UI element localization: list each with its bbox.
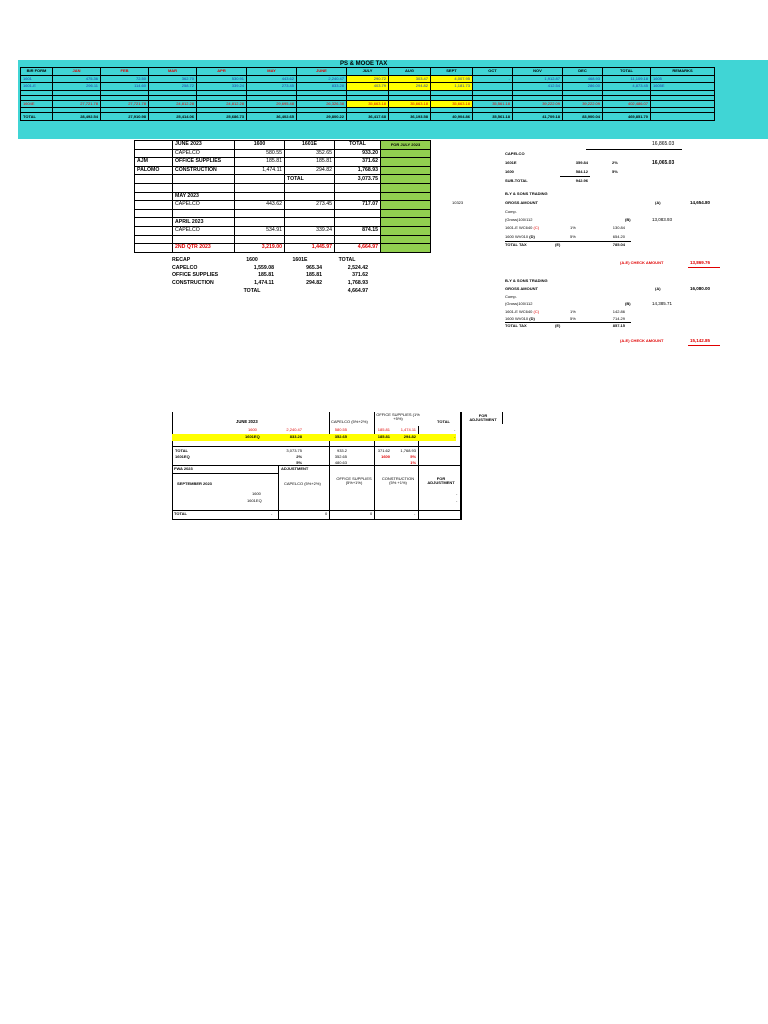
b1-line2-rate: 5% bbox=[570, 234, 576, 239]
row-1600: 1,474.11 bbox=[235, 166, 285, 175]
value-cell: - bbox=[473, 75, 513, 83]
subtotal-label: SUB-TOTAL bbox=[505, 178, 528, 183]
value-cell: 1605 bbox=[651, 75, 715, 83]
col-total: TOTAL bbox=[335, 141, 381, 150]
value-cell bbox=[651, 113, 715, 121]
b1-total-tax-label: TOTAL TAX bbox=[505, 242, 527, 247]
table-row bbox=[21, 113, 715, 121]
row-who bbox=[135, 149, 173, 158]
b1-line1: 1601-E WC640 (C) bbox=[505, 225, 540, 230]
april-row-name: CAPELCO bbox=[173, 226, 235, 235]
header-cell: JUNE bbox=[297, 68, 347, 76]
value-cell: 41,709.18 bbox=[513, 113, 563, 121]
row-total: 933.20 bbox=[335, 149, 381, 158]
row-total: 1,768.93 bbox=[335, 166, 381, 175]
value-cell: 27,910.98 bbox=[101, 113, 149, 121]
rule bbox=[172, 510, 460, 511]
bt-dash: - bbox=[454, 434, 456, 439]
b1-line1-rate: 1% bbox=[570, 225, 576, 230]
r1-gross: 16,065.03 bbox=[652, 160, 675, 166]
bt-head-total: TOTAL bbox=[437, 419, 450, 424]
value-cell: 303.47 bbox=[389, 75, 431, 83]
b2-gross-value: 16,080.00 bbox=[690, 286, 711, 291]
b2-line1: 1601-E WC640 (C) bbox=[505, 309, 540, 314]
recap-row-1601e: 965.34 bbox=[306, 264, 322, 271]
april-row-total: 874.15 bbox=[335, 226, 381, 235]
r2-value: 584.12 bbox=[575, 169, 588, 174]
value-cell: 29,695.48 bbox=[247, 100, 297, 108]
june-label: JUNE 2023 bbox=[173, 141, 235, 150]
b1-total-tax-value: 785.04 bbox=[612, 242, 625, 247]
value-cell: 24,812.28 bbox=[197, 100, 247, 108]
recap-row-1600: 1,559.08 bbox=[253, 264, 274, 271]
value-cell: 296.11 bbox=[53, 83, 101, 91]
subtotal-value: 942.96 bbox=[575, 178, 588, 183]
header-cell: MAR bbox=[149, 68, 197, 76]
header-cell: JULY bbox=[347, 68, 389, 76]
header-cell: BIR FORM bbox=[21, 68, 53, 76]
col-1601e: 1601E bbox=[285, 141, 335, 150]
b1-a: (A) bbox=[655, 200, 661, 205]
bt-total2-a: - bbox=[271, 511, 273, 516]
bt-sep-1600: 1600 bbox=[252, 491, 261, 496]
recap-col-1600: 1600 bbox=[246, 257, 258, 264]
value-cell: 27,721.78 bbox=[101, 100, 149, 108]
bt-head-adjustment: FOR ADJUSTMENT bbox=[469, 413, 497, 422]
value-cell: 25,414.06 bbox=[149, 113, 197, 121]
header-cell: TOTAL bbox=[603, 68, 651, 76]
b1-e: (E) bbox=[555, 242, 561, 247]
value-cell: 39,222.09 bbox=[563, 100, 603, 108]
value-cell: 35,663.18 bbox=[347, 100, 389, 108]
rule bbox=[329, 466, 330, 519]
qtr-1600: 3,219.00 bbox=[235, 244, 285, 253]
table-row bbox=[21, 75, 715, 83]
b2-line2-rate: 5% bbox=[570, 316, 576, 321]
b2-comp: Comp. bbox=[505, 294, 517, 299]
value-cell bbox=[651, 100, 715, 108]
row-1601e: 352.65 bbox=[285, 149, 335, 158]
bt-september: SEPTEMBER 2023 bbox=[177, 481, 212, 486]
rule bbox=[502, 412, 503, 424]
bt-head-office: OFFICE SUPPLIES (1% +5%) bbox=[376, 412, 420, 421]
value-cell: 39,222.09 bbox=[513, 100, 563, 108]
bt-row-1601eq: 1601EQ 833.28 352.65 185.81 294.82 bbox=[172, 434, 456, 441]
row-label-cell: 1604E bbox=[21, 100, 53, 108]
value-cell: 25,686.73 bbox=[197, 113, 247, 121]
b1-formula: (Gross)100/112 bbox=[505, 217, 533, 222]
bt-pct5-row: 5% 480.63 1% bbox=[296, 460, 416, 465]
bt-sep-1601eq: 1601EQ bbox=[247, 498, 262, 503]
value-cell: 27,721.78 bbox=[53, 100, 101, 108]
bt-head-capelco: CAPELCO (5%+2%) bbox=[331, 419, 368, 424]
bt-fwa: FWA 2023 bbox=[174, 466, 193, 471]
qtr-1601e: 1,445.97 bbox=[285, 244, 335, 253]
recap-label: RECAP bbox=[172, 257, 191, 264]
b1-line2-value: 654.20 bbox=[612, 234, 625, 239]
row-total: 371.62 bbox=[335, 158, 381, 167]
table-row bbox=[21, 100, 715, 108]
bt-row-1600: 1600 2,240.47 580.55 185.81 1,474.11 - bbox=[248, 427, 456, 432]
value-cell: 530.91 bbox=[197, 75, 247, 83]
value-cell: 1,181.73 bbox=[431, 83, 473, 91]
header-cell: JAN bbox=[53, 68, 101, 76]
r2-form: 1600 bbox=[505, 169, 514, 174]
value-cell: 833.28 bbox=[297, 83, 347, 91]
bt-head-june: JUNE 2023 bbox=[236, 419, 258, 424]
april-row-1600: 534.91 bbox=[235, 226, 285, 235]
recap-row-1600: 185.81 bbox=[258, 272, 274, 279]
row-name: CONSTRUCTION bbox=[173, 166, 235, 175]
b1-check-value: 13,869.76 bbox=[690, 260, 711, 265]
bt-total2-d: - bbox=[414, 511, 416, 516]
bt-sep-adjustment: FOR ADJUSTMENT bbox=[427, 476, 455, 485]
value-cell: 72.50 bbox=[101, 75, 149, 83]
bt-sep-dash-2: - bbox=[456, 498, 458, 503]
row-name: CAPELCO bbox=[173, 149, 235, 158]
b2-line1-rate: 1% bbox=[570, 309, 576, 314]
b2-check-label: (A-E) CHECK AMOUNT bbox=[620, 338, 664, 343]
col-for-july: FOR JULY 2023 bbox=[381, 141, 431, 150]
side-number: 10323 bbox=[452, 200, 464, 205]
recap-total-value: 4,664.97 bbox=[347, 287, 368, 294]
b2-b: (B) bbox=[625, 301, 631, 306]
bt-pct2-row: 1601EQ 2% 352.65 1600 5% bbox=[175, 454, 416, 459]
recap-row-name: CONSTRUCTION bbox=[172, 279, 214, 286]
header-cell: APR bbox=[197, 68, 247, 76]
header-cell: SEPT bbox=[431, 68, 473, 76]
bt-sep-office: OFFICE SUPPLIES (5%+1%) bbox=[336, 476, 372, 485]
rule bbox=[418, 466, 419, 519]
rule bbox=[560, 176, 590, 177]
value-cell: 40,904.86 bbox=[431, 113, 473, 121]
header-cell: FEB bbox=[101, 68, 149, 76]
value-cell: 412.54 bbox=[513, 83, 563, 91]
june-total-value: 3,073.75 bbox=[335, 175, 381, 184]
value-cell: 290.72 bbox=[347, 75, 389, 83]
value-cell: 362.70 bbox=[149, 75, 197, 83]
header-cell: DEC bbox=[563, 68, 603, 76]
value-cell: 294.82 bbox=[389, 83, 431, 91]
may-row-1600: 443.62 bbox=[235, 201, 285, 210]
bt-sep-dash-1: - bbox=[456, 491, 458, 496]
value-cell: 403.79 bbox=[347, 83, 389, 91]
recap-row-total: 1,768.93 bbox=[347, 279, 368, 286]
value-cell: 258.72 bbox=[149, 83, 197, 91]
row-label-cell: TOTAL bbox=[21, 113, 53, 121]
b1-gross-value: 14,654.80 bbox=[690, 200, 711, 205]
quarter-breakdown-table bbox=[134, 140, 431, 253]
b1-check-label: (A-E) CHECK AMOUNT bbox=[620, 260, 664, 265]
value-cell: 35,663.18 bbox=[431, 100, 473, 108]
recap-row-total: 2,524.42 bbox=[347, 264, 368, 271]
recap-row-name: CAPELCO bbox=[172, 264, 198, 271]
page-title: PS & MOOE TAX bbox=[340, 61, 388, 67]
value-cell: 36,193.58 bbox=[389, 113, 431, 121]
b1-gross-label: GROSS AMOUNT bbox=[505, 200, 538, 205]
value-cell: 11,109.18 bbox=[603, 75, 651, 83]
value-cell: 4,873.45 bbox=[603, 83, 651, 91]
value-cell: 114.60 bbox=[101, 83, 149, 91]
rule bbox=[374, 466, 375, 519]
header-cell: MAY bbox=[247, 68, 297, 76]
value-cell: 24,812.28 bbox=[149, 100, 197, 108]
may-row-name: CAPELCO bbox=[173, 201, 235, 210]
value-cell: 339.24 bbox=[197, 83, 247, 91]
b2-total-tax-value: 857.15 bbox=[612, 323, 625, 328]
header-cell: NOV bbox=[513, 68, 563, 76]
recap-table bbox=[170, 257, 370, 295]
value-cell: 28,492.54 bbox=[53, 113, 101, 121]
recap-row-total: 371.62 bbox=[352, 272, 368, 279]
recap-row-name: OFFICE SUPPLIES bbox=[172, 272, 219, 279]
recap-row-1600: 1,474.11 bbox=[254, 279, 274, 286]
rule bbox=[688, 345, 720, 346]
b1-line1-value: 130.84 bbox=[612, 225, 625, 230]
value-cell bbox=[473, 83, 513, 91]
value-cell: 443.62 bbox=[247, 75, 297, 83]
value-cell: 4,007.95 bbox=[431, 75, 473, 83]
value-cell: 469,851.70 bbox=[603, 113, 651, 121]
right-top-value: 16,865.03 bbox=[652, 141, 675, 147]
b2-gross-label: GROSS AMOUNT bbox=[505, 286, 538, 291]
monthly-tax-table bbox=[20, 61, 715, 121]
qtr-total: 4,664.97 bbox=[335, 244, 381, 253]
bt-adjustment: ADJUSTMENT bbox=[281, 466, 309, 471]
header-cell: AUG bbox=[389, 68, 431, 76]
value-cell: 26,326.38 bbox=[297, 100, 347, 108]
recap-col-total: TOTAL bbox=[338, 257, 356, 264]
april-label: APRIL 2023 bbox=[173, 218, 235, 227]
june-total-label: TOTAL bbox=[285, 175, 335, 184]
value-cell: 273.45 bbox=[247, 83, 297, 91]
r2-rate: 5% bbox=[612, 169, 618, 174]
bt-sep-construction: CONSTRUCTION (5% +1%) bbox=[381, 476, 415, 485]
value-cell: 35,663.18 bbox=[389, 100, 431, 108]
b2-b-value: 14,385.71 bbox=[652, 301, 673, 306]
april-row-1601e: 339.24 bbox=[285, 226, 335, 235]
b2-e: (E) bbox=[555, 323, 561, 328]
value-cell: 475.36 bbox=[53, 75, 101, 83]
b2-formula: (Gross)100/112 bbox=[505, 301, 533, 306]
value-cell: 83,900.04 bbox=[563, 113, 603, 121]
b1-line2: 1600 WV010 (D) bbox=[505, 234, 535, 239]
header-cell: OCT bbox=[473, 68, 513, 76]
bt-total2-label: TOTAL bbox=[174, 511, 187, 516]
b1-b-value: 13,083.93 bbox=[652, 217, 673, 222]
header-cell: REMARKS bbox=[651, 68, 715, 76]
value-cell: 402,486.07 bbox=[603, 100, 651, 108]
bt-total2-b: 0 bbox=[325, 511, 328, 516]
b2-a: (A) bbox=[655, 286, 661, 291]
value-cell: 2,240.47 bbox=[297, 75, 347, 83]
table-row bbox=[21, 83, 715, 91]
b2-line2-value: 714.29 bbox=[612, 316, 625, 321]
value-cell: 1605E bbox=[651, 83, 715, 91]
rule bbox=[278, 466, 279, 519]
capelco-label: CAPELCO bbox=[505, 151, 525, 156]
bt-sep-capelco: CAPELCO (5%+2%) bbox=[284, 481, 321, 486]
row-who: PALOMO bbox=[135, 166, 173, 175]
recap-col-1601e: 1601E bbox=[292, 257, 308, 264]
b1-b: (B) bbox=[625, 217, 631, 222]
recap-row-1601e: 294.82 bbox=[306, 279, 322, 286]
row-1601e: 185.81 bbox=[285, 158, 335, 167]
row-1600: 580.55 bbox=[235, 149, 285, 158]
row-label-cell: 1601 bbox=[21, 75, 53, 83]
r1-value: 359.84 bbox=[575, 160, 588, 165]
table-header-row bbox=[21, 68, 715, 76]
may-label: MAY 2023 bbox=[173, 192, 235, 201]
recap-total-label: TOTAL bbox=[243, 287, 261, 294]
b2-line1-value: 142.86 bbox=[612, 309, 625, 314]
may-row-1601e: 273.45 bbox=[285, 201, 335, 210]
value-cell: 286.00 bbox=[563, 83, 603, 91]
row-label-cell: 1601-E bbox=[21, 83, 53, 91]
may-row-total: 717.07 bbox=[335, 201, 381, 210]
rule bbox=[586, 149, 682, 150]
value-cell: 468.93 bbox=[563, 75, 603, 83]
recap-row-1601e: 185.81 bbox=[306, 272, 322, 279]
r1-rate: 2% bbox=[612, 160, 618, 165]
qtr-label: 2ND QTR 2023 bbox=[173, 244, 235, 253]
col-1600: 1600 bbox=[235, 141, 285, 150]
row-name: OFFICE SUPPLIES bbox=[173, 158, 235, 167]
r1-form: 1601E bbox=[505, 160, 517, 165]
row-1601e: 294.82 bbox=[285, 166, 335, 175]
value-cell: 29,800.22 bbox=[297, 113, 347, 121]
value-cell: 1,912.87 bbox=[513, 75, 563, 83]
rule bbox=[172, 473, 278, 474]
row-who: AJM bbox=[135, 158, 173, 167]
rule bbox=[688, 267, 720, 268]
rule bbox=[172, 446, 460, 447]
b1-comp: Comp. bbox=[505, 209, 517, 214]
value-cell: 35,561.18 bbox=[473, 100, 513, 108]
bt-total2-c: 0 bbox=[370, 511, 373, 516]
value-cell: 36,417.68 bbox=[347, 113, 389, 121]
b2-title: B-Y & SONS TRADING bbox=[505, 278, 548, 283]
rule bbox=[460, 412, 461, 519]
b1-title: B-Y & SONS TRADING bbox=[505, 191, 548, 196]
bt-total-row: TOTAL 3,073.75 933.2 371.62 1,768.93 bbox=[175, 448, 416, 453]
b2-total-tax-label: TOTAL TAX bbox=[505, 323, 527, 328]
b2-line2: 1600 WV010 (D) bbox=[505, 316, 535, 321]
value-cell: 35,561.18 bbox=[473, 113, 513, 121]
row-1600: 185.81 bbox=[235, 158, 285, 167]
b2-check-value: 15,142.85 bbox=[690, 338, 711, 343]
value-cell: 36,402.65 bbox=[247, 113, 297, 121]
